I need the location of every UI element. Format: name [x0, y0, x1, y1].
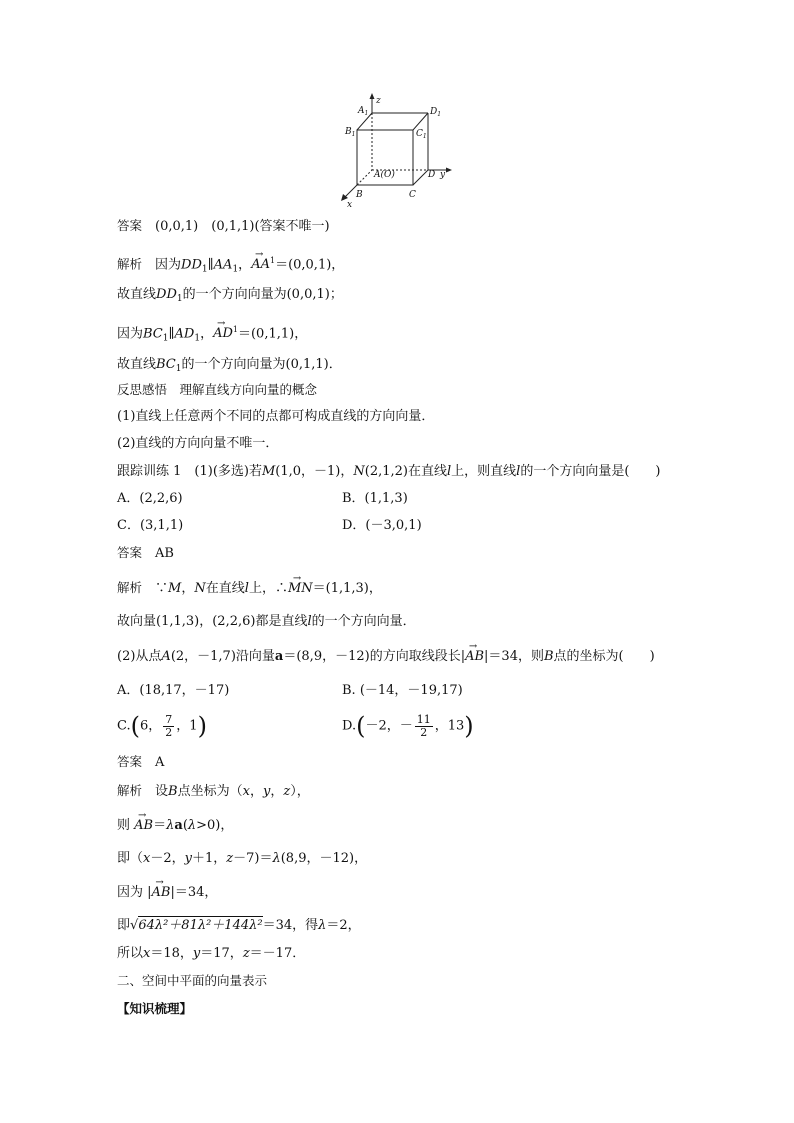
- q1-option-C: C．(3,1,1): [117, 518, 184, 533]
- label-D1: D: [430, 107, 438, 117]
- analysis-line-3a: 解析 设B点坐标为（x，y，z），: [117, 783, 310, 799]
- radicand: 64λ²＋81λ²＋144λ²: [138, 918, 263, 933]
- vector-AB: → AB: [134, 817, 153, 835]
- label-C1: C: [416, 129, 423, 139]
- q2-option-D: D.(－2，－ $\frac{11}{2}$ ，13): [342, 712, 474, 740]
- label-D: D: [428, 170, 436, 180]
- analysis-line-1b: 故直线$DD_1$的一个方向向量为(0,0,1)；: [117, 287, 343, 304]
- q2-option-C: C.(6， $\frac{7}{2}$ ，1): [117, 712, 207, 740]
- cube-figure: [0, 0, 794, 220]
- label-z: z: [376, 96, 381, 106]
- vector-MN: → MN: [288, 580, 313, 598]
- analysis-line-1a: 解析 因为$DD_1\parallel AA_1$，→ $AA^1=(0,0,1)$，: [117, 252, 344, 278]
- q1-option-A: A．(2,2,6): [117, 491, 183, 506]
- analysis-line-2a: 解析 ∵M，N在直线l上，∴→ MN＝(1,1,3)，: [117, 579, 382, 598]
- q1-option-B: B．(1,1,3): [342, 491, 408, 506]
- reflection-point-1: (1)直线上任意两个不同的点都可构成直线的方向向量．: [117, 409, 435, 424]
- analysis-line-1d: 故直线$BC_1$的一个方向向量为(0,1,1)．: [117, 357, 342, 374]
- cube-bottom-right-edge: [413, 170, 428, 185]
- answer-line-2: 答案 AB: [117, 545, 174, 561]
- vector-AB: → AB: [152, 884, 171, 902]
- label-C: C: [409, 190, 416, 200]
- svg-text:A1: $A_1$: [358, 106, 369, 117]
- q2-option-A: A．(18,17，－17): [117, 683, 230, 698]
- q1-option-D: D．(－3,0,1): [342, 518, 422, 533]
- label-B1: B: [345, 127, 352, 137]
- cube-hidden-diagonal: [357, 170, 372, 185]
- answer-line-3: 答案 A: [117, 754, 165, 770]
- analysis-line-2b: 故向量(1,1,3)，(2,2,6)都是直线l的一个方向向量．: [117, 614, 416, 629]
- vector-AD1: → AD: [213, 325, 233, 343]
- vector-AB: → AB: [465, 648, 484, 666]
- analysis-line-1c: 因为$BC_1\parallel AD_1$，→ $AD^1=(0,1,1)$，: [117, 321, 307, 347]
- analysis-line-3e: 即√64λ²＋81λ²＋144λ²＝34，得λ＝2，: [117, 918, 361, 933]
- svg-text:C1: $C_1$: [416, 129, 427, 140]
- z-arrow: [370, 93, 375, 99]
- question-1: 跟踪训练 1 (1)(多选)若M(1,0，－1)，N(2,1,2)在直线l上，则直线l的一个方向向量是( ): [117, 464, 661, 479]
- svg-text:D1: $D_1$: [430, 107, 442, 118]
- analysis-line-3d: 因为 |→ AB|＝34，: [117, 884, 217, 902]
- knowledge-heading: 【知识梳理】: [117, 1001, 193, 1016]
- vector-AA1: → AA: [251, 256, 270, 274]
- analysis-line-3f: 所以x＝18，y＝17，z＝－17．: [117, 946, 306, 961]
- answer-line-1: 答案 (0,0,1) (0,1,1)(答案不唯一): [117, 218, 330, 234]
- reflection-point-2: (2)直线的方向向量不唯一．: [117, 436, 279, 451]
- reflection-title: 反思感悟 理解直线方向向量的概念: [117, 382, 318, 397]
- label-y: y: [440, 170, 446, 180]
- label-A1: A: [358, 106, 365, 116]
- y-arrow: [446, 168, 452, 173]
- question-2: (2)从点A(2，－1,7)沿向量a＝(8,9，－12)的方向取线段长|→ AB|＝34，则B点的坐标为( ): [117, 648, 655, 666]
- label-x: x: [347, 200, 353, 210]
- svg-text:B1: $B_1$: [345, 127, 356, 138]
- analysis-line-3b: 则 → AB＝λa(λ>0)，: [117, 817, 233, 835]
- section-heading-2: 二、空间中平面的向量表示: [117, 973, 268, 988]
- label-B: B: [356, 190, 363, 200]
- q2-option-B: B. (－14，－19,17): [342, 683, 463, 698]
- analysis-line-3c: 即（x－2，y＋1，z－7)＝λ(8,9，－12)，: [117, 851, 368, 866]
- cube-top-right-edge: [413, 113, 428, 130]
- label-AO: A(O): [374, 170, 395, 180]
